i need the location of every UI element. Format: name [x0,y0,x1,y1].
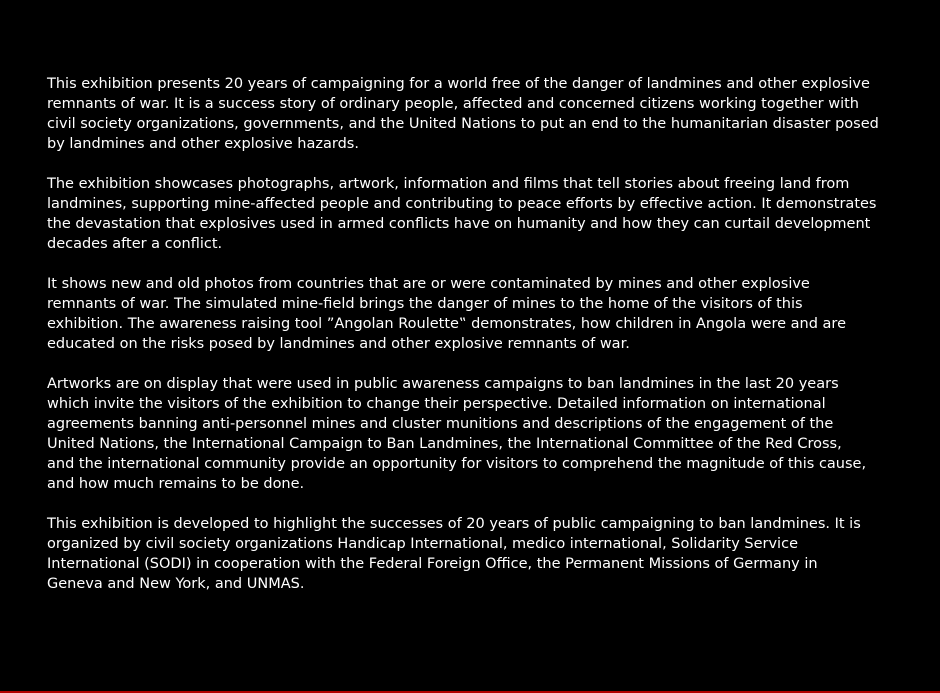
exhibition-description [47,74,919,614]
paragraph-intro: This exhibition presents 20 years of campaigning for a world free of the danger of landmines and other explosive remnants of war. It is a success story of ordinary people, affected and concerned citizens working together with civil society organizations, governments, and the United Nations to put an end to the humanitarian disaster posed by landmines and other explosive hazards. [47,76,879,152]
paragraph-photos: It shows new and old photos from countries that are or were contaminated by mines and other explosive remnants of war. The simulated mine-field brings the danger of mines to the home of the visitors of this exhibition. The awareness raising tool ”Angolan Roulette‟ demonstrates, how children in Angola were and are educated on the risks posed by landmines and other explosive remnants of war. [47,276,846,352]
paragraph-showcase: The exhibition showcases photographs, artwork, information and films that tell stories about freeing land from landmines, supporting mine-affected people and contributing to peace efforts by effective action. It demonstrates the devastation that explosives used in armed conflicts have on humanity and how they can curtail development decades after a conflict. [47,176,877,252]
paragraph-organizers: This exhibition is developed to highlight the successes of 20 years of public campaigning to ban landmines. It is organized by civil society organizations Handicap International, medico international, Solidarity Service International (SODI) in cooperation with the Federal Foreign Office, the Permanent Missions of Germany in Geneva and New York, and UNMAS. [47,516,861,592]
paragraph-artworks: Artworks are on display that were used in public awareness campaigns to ban landmines in the last 20 years which invite the visitors of the exhibition to change their perspective. Detailed information on international agreements banning anti-personnel mines and cluster munitions and descriptions of the engagement of the United Nations, the International Campaign to Ban Landmines, the International Committee of the Red Cross, and the international community provide an opportunity for visitors to comprehend the magnitude of this cause, and how much remains to be done. [47,376,867,492]
